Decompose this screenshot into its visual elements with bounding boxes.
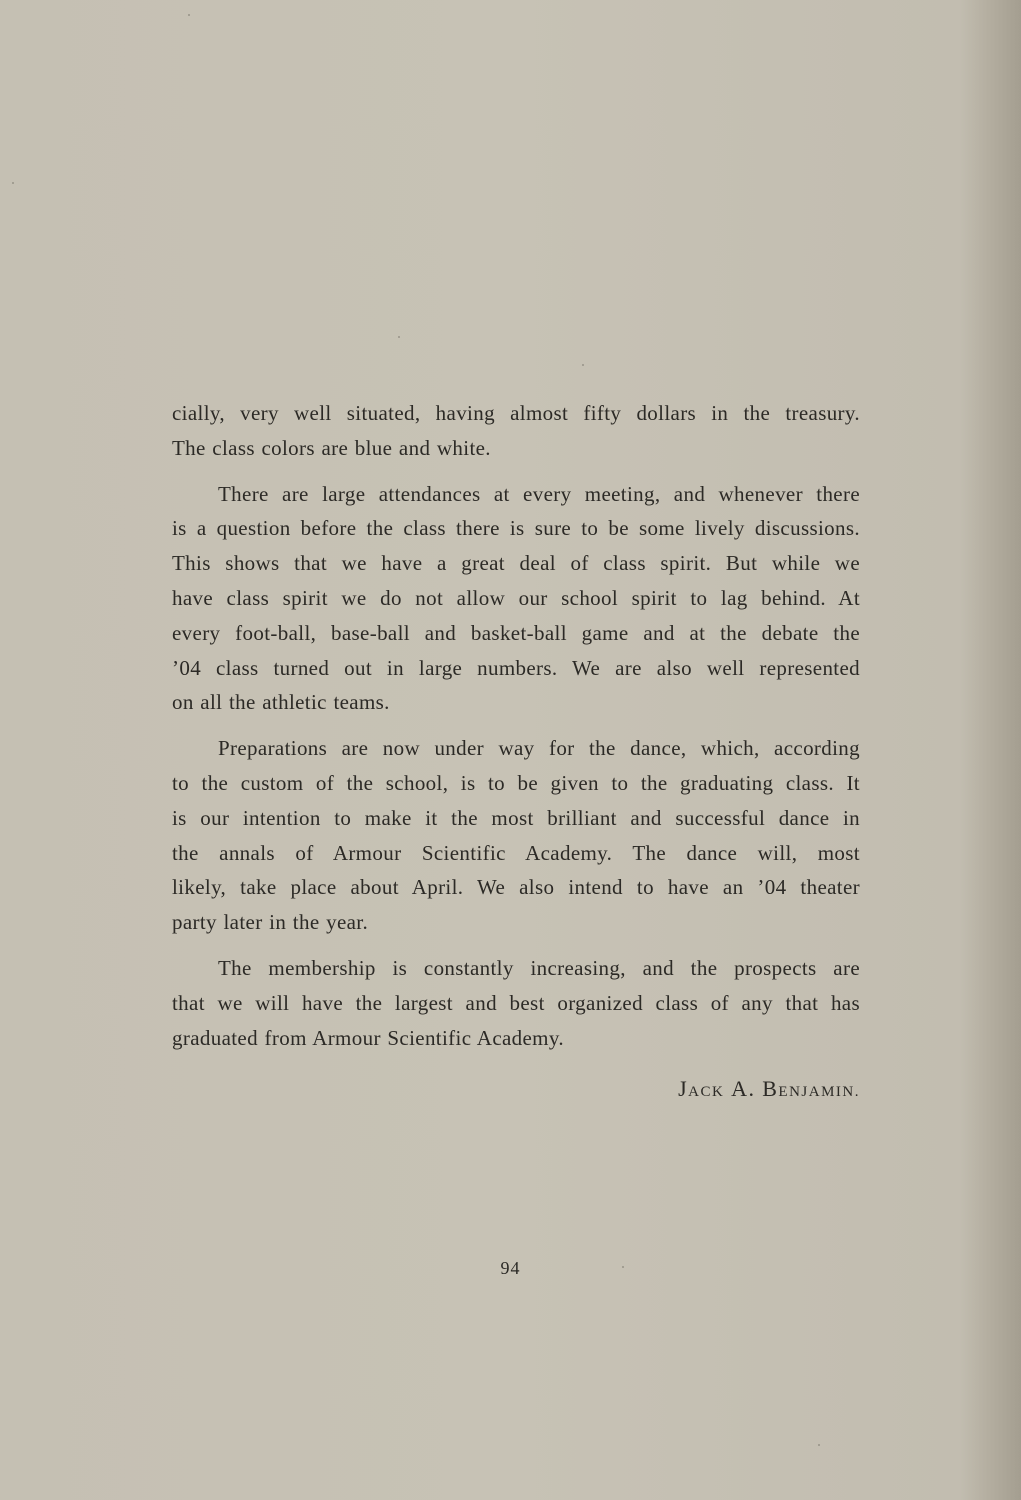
paragraph [172,396,860,466]
signature-smallcaps: ACK [688,1084,725,1100]
paragraph [172,951,860,1055]
paper-speck [622,1266,624,1268]
signature-smallcaps: ENJAMIN. [778,1084,860,1100]
text-line: every foot-ball, base-ball and basket-ball game and at the debate the [172,620,860,645]
text-line: Preparations are now under way for the dance, which, according [218,736,860,761]
text-line: The class colors are blue and white. [172,435,491,460]
paper-speck [188,14,190,16]
text-line: party later in the year. [172,910,369,935]
paper-speck [818,1444,820,1446]
text-line: graduated from Armour Scientific Academy. [172,1025,564,1050]
page-number: 94 [500,1258,521,1278]
paper-speck [582,364,584,366]
paper-speck [12,182,14,184]
paragraph [172,731,860,940]
author-signature [172,1076,860,1102]
text-line: The membership is constantly increasing, and the prospects are [218,955,860,980]
text-line: the annals of Armour Scientific Academy. The dance will, most [172,840,860,865]
signature-middle: A. [731,1076,756,1101]
text-line: on all the athletic teams. [172,690,390,715]
paragraph [172,477,860,721]
text-line: cially, very well situated, having almost fifty dollars in the treasury. [172,401,860,425]
body-text [172,396,860,1055]
text-line: have class spirit we do not allow our school spirit to lag behind. At [172,585,860,610]
text-line: is a question before the class there is sure to be some lively discussions. [172,516,860,541]
text-line: This shows that we have a great deal of class spirit. But while we [172,551,860,576]
text-line: that we will have the largest and best organized class of any that has [172,990,860,1015]
text-line: There are large attendances at every meeting, and whenever there [218,481,860,506]
signature-initial: B [762,1076,779,1101]
text-line: likely, take place about April. We also intend to have an ’04 theater [172,875,860,900]
paper-speck [398,336,400,338]
text-line: to the custom of the school, is to be given to the graduating class. It [172,770,860,795]
text-line: ’04 class turned out in large numbers. We are also well represented [172,655,860,680]
text-line: is our intention to make it the most brilliant and successful dance in [172,805,860,830]
signature-initial: J [678,1076,689,1101]
